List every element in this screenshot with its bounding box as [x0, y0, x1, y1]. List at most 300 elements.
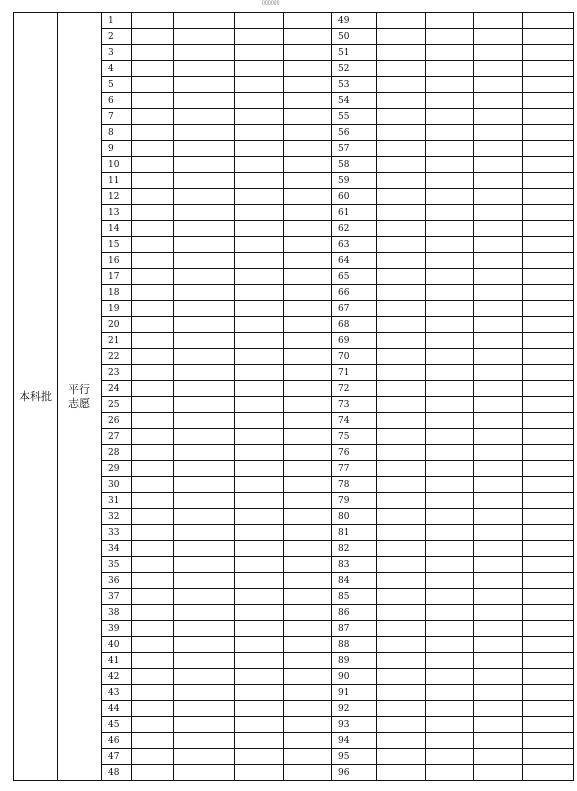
entry-cell[interactable] [377, 253, 426, 269]
entry-cell[interactable] [523, 317, 574, 333]
entry-cell[interactable] [377, 685, 426, 701]
entry-cell[interactable] [235, 109, 284, 125]
entry-cell[interactable] [426, 525, 474, 541]
entry-cell[interactable] [426, 29, 474, 45]
entry-cell[interactable] [426, 381, 474, 397]
entry-cell[interactable] [284, 269, 332, 285]
entry-cell[interactable] [174, 493, 235, 509]
entry-cell[interactable] [474, 573, 523, 589]
entry-cell[interactable] [523, 173, 574, 189]
entry-cell[interactable] [474, 733, 523, 749]
entry-cell[interactable] [284, 93, 332, 109]
entry-cell[interactable] [523, 701, 574, 717]
entry-cell[interactable] [523, 397, 574, 413]
entry-cell[interactable] [174, 413, 235, 429]
entry-cell[interactable] [377, 221, 426, 237]
entry-cell[interactable] [132, 573, 174, 589]
entry-cell[interactable] [235, 493, 284, 509]
entry-cell[interactable] [426, 701, 474, 717]
entry-cell[interactable] [474, 541, 523, 557]
entry-cell[interactable] [235, 45, 284, 61]
entry-cell[interactable] [235, 685, 284, 701]
entry-cell[interactable] [523, 445, 574, 461]
entry-cell[interactable] [474, 477, 523, 493]
entry-cell[interactable] [284, 493, 332, 509]
entry-cell[interactable] [377, 573, 426, 589]
entry-cell[interactable] [523, 557, 574, 573]
entry-cell[interactable] [284, 541, 332, 557]
entry-cell[interactable] [523, 461, 574, 477]
entry-cell[interactable] [174, 477, 235, 493]
entry-cell[interactable] [523, 237, 574, 253]
entry-cell[interactable] [474, 445, 523, 461]
entry-cell[interactable] [174, 733, 235, 749]
entry-cell[interactable] [235, 701, 284, 717]
entry-cell[interactable] [132, 461, 174, 477]
entry-cell[interactable] [284, 765, 332, 781]
entry-cell[interactable] [474, 509, 523, 525]
entry-cell[interactable] [132, 269, 174, 285]
entry-cell[interactable] [132, 669, 174, 685]
entry-cell[interactable] [474, 701, 523, 717]
entry-cell[interactable] [132, 221, 174, 237]
entry-cell[interactable] [132, 605, 174, 621]
entry-cell[interactable] [174, 333, 235, 349]
entry-cell[interactable] [377, 381, 426, 397]
entry-cell[interactable] [132, 717, 174, 733]
entry-cell[interactable] [235, 61, 284, 77]
entry-cell[interactable] [132, 509, 174, 525]
entry-cell[interactable] [426, 413, 474, 429]
entry-cell[interactable] [235, 381, 284, 397]
entry-cell[interactable] [132, 77, 174, 93]
entry-cell[interactable] [377, 461, 426, 477]
entry-cell[interactable] [174, 317, 235, 333]
entry-cell[interactable] [523, 125, 574, 141]
entry-cell[interactable] [235, 445, 284, 461]
entry-cell[interactable] [377, 701, 426, 717]
entry-cell[interactable] [132, 525, 174, 541]
entry-cell[interactable] [132, 365, 174, 381]
entry-cell[interactable] [284, 509, 332, 525]
entry-cell[interactable] [426, 573, 474, 589]
entry-cell[interactable] [377, 141, 426, 157]
entry-cell[interactable] [235, 749, 284, 765]
entry-cell[interactable] [523, 141, 574, 157]
entry-cell[interactable] [174, 557, 235, 573]
entry-cell[interactable] [235, 125, 284, 141]
entry-cell[interactable] [132, 589, 174, 605]
entry-cell[interactable] [426, 461, 474, 477]
entry-cell[interactable] [235, 765, 284, 781]
entry-cell[interactable] [474, 237, 523, 253]
entry-cell[interactable] [426, 509, 474, 525]
entry-cell[interactable] [426, 237, 474, 253]
entry-cell[interactable] [174, 141, 235, 157]
entry-cell[interactable] [235, 397, 284, 413]
entry-cell[interactable] [426, 317, 474, 333]
entry-cell[interactable] [426, 685, 474, 701]
entry-cell[interactable] [426, 621, 474, 637]
entry-cell[interactable] [523, 413, 574, 429]
entry-cell[interactable] [474, 109, 523, 125]
entry-cell[interactable] [132, 557, 174, 573]
entry-cell[interactable] [174, 509, 235, 525]
entry-cell[interactable] [174, 205, 235, 221]
entry-cell[interactable] [474, 157, 523, 173]
entry-cell[interactable] [235, 141, 284, 157]
entry-cell[interactable] [235, 349, 284, 365]
entry-cell[interactable] [174, 349, 235, 365]
entry-cell[interactable] [235, 477, 284, 493]
entry-cell[interactable] [284, 189, 332, 205]
entry-cell[interactable] [523, 717, 574, 733]
entry-cell[interactable] [523, 205, 574, 221]
entry-cell[interactable] [132, 333, 174, 349]
entry-cell[interactable] [377, 61, 426, 77]
entry-cell[interactable] [523, 301, 574, 317]
entry-cell[interactable] [474, 285, 523, 301]
entry-cell[interactable] [174, 109, 235, 125]
entry-cell[interactable] [284, 749, 332, 765]
entry-cell[interactable] [426, 493, 474, 509]
entry-cell[interactable] [426, 765, 474, 781]
entry-cell[interactable] [235, 637, 284, 653]
entry-cell[interactable] [284, 685, 332, 701]
entry-cell[interactable] [174, 589, 235, 605]
entry-cell[interactable] [426, 669, 474, 685]
entry-cell[interactable] [235, 333, 284, 349]
entry-cell[interactable] [132, 109, 174, 125]
entry-cell[interactable] [174, 765, 235, 781]
entry-cell[interactable] [523, 61, 574, 77]
entry-cell[interactable] [474, 557, 523, 573]
entry-cell[interactable] [523, 285, 574, 301]
entry-cell[interactable] [284, 45, 332, 61]
entry-cell[interactable] [284, 637, 332, 653]
entry-cell[interactable] [377, 493, 426, 509]
entry-cell[interactable] [284, 701, 332, 717]
entry-cell[interactable] [523, 381, 574, 397]
entry-cell[interactable] [174, 77, 235, 93]
entry-cell[interactable] [174, 717, 235, 733]
entry-cell[interactable] [426, 125, 474, 141]
entry-cell[interactable] [523, 221, 574, 237]
entry-cell[interactable] [426, 365, 474, 381]
entry-cell[interactable] [474, 653, 523, 669]
entry-cell[interactable] [523, 157, 574, 173]
entry-cell[interactable] [132, 285, 174, 301]
entry-cell[interactable] [426, 477, 474, 493]
entry-cell[interactable] [174, 525, 235, 541]
entry-cell[interactable] [377, 93, 426, 109]
entry-cell[interactable] [132, 253, 174, 269]
entry-cell[interactable] [174, 253, 235, 269]
entry-cell[interactable] [235, 253, 284, 269]
entry-cell[interactable] [474, 29, 523, 45]
entry-cell[interactable] [132, 301, 174, 317]
entry-cell[interactable] [523, 77, 574, 93]
entry-cell[interactable] [523, 749, 574, 765]
entry-cell[interactable] [284, 461, 332, 477]
entry-cell[interactable] [474, 93, 523, 109]
entry-cell[interactable] [174, 429, 235, 445]
entry-cell[interactable] [377, 653, 426, 669]
entry-cell[interactable] [284, 317, 332, 333]
entry-cell[interactable] [474, 221, 523, 237]
entry-cell[interactable] [523, 493, 574, 509]
entry-cell[interactable] [174, 701, 235, 717]
entry-cell[interactable] [426, 749, 474, 765]
entry-cell[interactable] [235, 221, 284, 237]
entry-cell[interactable] [284, 13, 332, 29]
entry-cell[interactable] [377, 317, 426, 333]
entry-cell[interactable] [174, 749, 235, 765]
entry-cell[interactable] [235, 189, 284, 205]
entry-cell[interactable] [474, 77, 523, 93]
entry-cell[interactable] [377, 717, 426, 733]
entry-cell[interactable] [523, 93, 574, 109]
entry-cell[interactable] [132, 493, 174, 509]
entry-cell[interactable] [523, 269, 574, 285]
entry-cell[interactable] [284, 77, 332, 93]
entry-cell[interactable] [235, 205, 284, 221]
entry-cell[interactable] [284, 589, 332, 605]
entry-cell[interactable] [174, 45, 235, 61]
entry-cell[interactable] [426, 541, 474, 557]
entry-cell[interactable] [174, 125, 235, 141]
entry-cell[interactable] [284, 301, 332, 317]
entry-cell[interactable] [132, 237, 174, 253]
entry-cell[interactable] [235, 285, 284, 301]
entry-cell[interactable] [174, 269, 235, 285]
entry-cell[interactable] [377, 557, 426, 573]
entry-cell[interactable] [132, 141, 174, 157]
entry-cell[interactable] [523, 365, 574, 381]
entry-cell[interactable] [474, 365, 523, 381]
entry-cell[interactable] [426, 13, 474, 29]
entry-cell[interactable] [474, 253, 523, 269]
entry-cell[interactable] [174, 365, 235, 381]
entry-cell[interactable] [377, 157, 426, 173]
entry-cell[interactable] [377, 637, 426, 653]
entry-cell[interactable] [377, 509, 426, 525]
entry-cell[interactable] [284, 157, 332, 173]
entry-cell[interactable] [426, 589, 474, 605]
entry-cell[interactable] [474, 493, 523, 509]
entry-cell[interactable] [132, 765, 174, 781]
entry-cell[interactable] [426, 301, 474, 317]
entry-cell[interactable] [132, 413, 174, 429]
entry-cell[interactable] [377, 109, 426, 125]
entry-cell[interactable] [174, 445, 235, 461]
entry-cell[interactable] [284, 125, 332, 141]
entry-cell[interactable] [474, 13, 523, 29]
entry-cell[interactable] [235, 525, 284, 541]
entry-cell[interactable] [377, 29, 426, 45]
entry-cell[interactable] [426, 141, 474, 157]
entry-cell[interactable] [235, 157, 284, 173]
entry-cell[interactable] [426, 205, 474, 221]
entry-cell[interactable] [523, 189, 574, 205]
entry-cell[interactable] [174, 621, 235, 637]
entry-cell[interactable] [426, 253, 474, 269]
entry-cell[interactable] [523, 685, 574, 701]
entry-cell[interactable] [174, 285, 235, 301]
entry-cell[interactable] [235, 301, 284, 317]
entry-cell[interactable] [235, 77, 284, 93]
entry-cell[interactable] [174, 301, 235, 317]
entry-cell[interactable] [235, 173, 284, 189]
entry-cell[interactable] [235, 589, 284, 605]
entry-cell[interactable] [523, 573, 574, 589]
entry-cell[interactable] [523, 637, 574, 653]
entry-cell[interactable] [284, 573, 332, 589]
entry-cell[interactable] [426, 45, 474, 61]
entry-cell[interactable] [132, 173, 174, 189]
entry-cell[interactable] [474, 381, 523, 397]
entry-cell[interactable] [132, 685, 174, 701]
entry-cell[interactable] [132, 45, 174, 61]
entry-cell[interactable] [377, 477, 426, 493]
entry-cell[interactable] [174, 461, 235, 477]
entry-cell[interactable] [132, 541, 174, 557]
entry-cell[interactable] [284, 253, 332, 269]
entry-cell[interactable] [426, 717, 474, 733]
entry-cell[interactable] [377, 765, 426, 781]
entry-cell[interactable] [284, 429, 332, 445]
entry-cell[interactable] [174, 637, 235, 653]
entry-cell[interactable] [426, 445, 474, 461]
entry-cell[interactable] [284, 61, 332, 77]
entry-cell[interactable] [174, 541, 235, 557]
entry-cell[interactable] [426, 637, 474, 653]
entry-cell[interactable] [284, 237, 332, 253]
entry-cell[interactable] [235, 733, 284, 749]
entry-cell[interactable] [132, 733, 174, 749]
entry-cell[interactable] [377, 269, 426, 285]
entry-cell[interactable] [132, 477, 174, 493]
entry-cell[interactable] [132, 749, 174, 765]
entry-cell[interactable] [377, 333, 426, 349]
entry-cell[interactable] [284, 445, 332, 461]
entry-cell[interactable] [284, 365, 332, 381]
entry-cell[interactable] [132, 621, 174, 637]
entry-cell[interactable] [426, 189, 474, 205]
entry-cell[interactable] [235, 573, 284, 589]
entry-cell[interactable] [235, 13, 284, 29]
entry-cell[interactable] [284, 557, 332, 573]
entry-cell[interactable] [523, 653, 574, 669]
entry-cell[interactable] [426, 285, 474, 301]
entry-cell[interactable] [474, 141, 523, 157]
entry-cell[interactable] [426, 61, 474, 77]
entry-cell[interactable] [377, 749, 426, 765]
entry-cell[interactable] [426, 157, 474, 173]
entry-cell[interactable] [474, 525, 523, 541]
entry-cell[interactable] [235, 269, 284, 285]
entry-cell[interactable] [174, 13, 235, 29]
entry-cell[interactable] [523, 109, 574, 125]
entry-cell[interactable] [284, 221, 332, 237]
entry-cell[interactable] [132, 445, 174, 461]
entry-cell[interactable] [377, 13, 426, 29]
entry-cell[interactable] [174, 157, 235, 173]
entry-cell[interactable] [235, 717, 284, 733]
entry-cell[interactable] [377, 589, 426, 605]
entry-cell[interactable] [474, 669, 523, 685]
entry-cell[interactable] [523, 733, 574, 749]
entry-cell[interactable] [474, 205, 523, 221]
entry-cell[interactable] [474, 397, 523, 413]
entry-cell[interactable] [132, 61, 174, 77]
entry-cell[interactable] [284, 109, 332, 125]
entry-cell[interactable] [426, 269, 474, 285]
entry-cell[interactable] [426, 397, 474, 413]
entry-cell[interactable] [377, 301, 426, 317]
entry-cell[interactable] [377, 365, 426, 381]
entry-cell[interactable] [474, 637, 523, 653]
entry-cell[interactable] [474, 589, 523, 605]
entry-cell[interactable] [474, 413, 523, 429]
entry-cell[interactable] [523, 589, 574, 605]
entry-cell[interactable] [235, 461, 284, 477]
entry-cell[interactable] [174, 221, 235, 237]
entry-cell[interactable] [235, 29, 284, 45]
entry-cell[interactable] [132, 125, 174, 141]
entry-cell[interactable] [174, 173, 235, 189]
entry-cell[interactable] [132, 13, 174, 29]
entry-cell[interactable] [523, 525, 574, 541]
entry-cell[interactable] [474, 269, 523, 285]
entry-cell[interactable] [523, 605, 574, 621]
entry-cell[interactable] [474, 685, 523, 701]
entry-cell[interactable] [377, 733, 426, 749]
entry-cell[interactable] [377, 173, 426, 189]
entry-cell[interactable] [377, 205, 426, 221]
entry-cell[interactable] [474, 621, 523, 637]
entry-cell[interactable] [174, 653, 235, 669]
entry-cell[interactable] [132, 397, 174, 413]
entry-cell[interactable] [235, 669, 284, 685]
entry-cell[interactable] [284, 525, 332, 541]
entry-cell[interactable] [426, 109, 474, 125]
entry-cell[interactable] [284, 605, 332, 621]
entry-cell[interactable] [426, 93, 474, 109]
entry-cell[interactable] [426, 221, 474, 237]
entry-cell[interactable] [523, 621, 574, 637]
entry-cell[interactable] [426, 557, 474, 573]
entry-cell[interactable] [284, 669, 332, 685]
entry-cell[interactable] [377, 621, 426, 637]
entry-cell[interactable] [174, 685, 235, 701]
entry-cell[interactable] [474, 317, 523, 333]
entry-cell[interactable] [132, 349, 174, 365]
entry-cell[interactable] [174, 573, 235, 589]
entry-cell[interactable] [132, 381, 174, 397]
entry-cell[interactable] [377, 397, 426, 413]
entry-cell[interactable] [235, 653, 284, 669]
entry-cell[interactable] [174, 61, 235, 77]
entry-cell[interactable] [523, 429, 574, 445]
entry-cell[interactable] [174, 29, 235, 45]
entry-cell[interactable] [284, 621, 332, 637]
entry-cell[interactable] [377, 669, 426, 685]
entry-cell[interactable] [474, 461, 523, 477]
entry-cell[interactable] [426, 173, 474, 189]
entry-cell[interactable] [132, 157, 174, 173]
entry-cell[interactable] [377, 45, 426, 61]
